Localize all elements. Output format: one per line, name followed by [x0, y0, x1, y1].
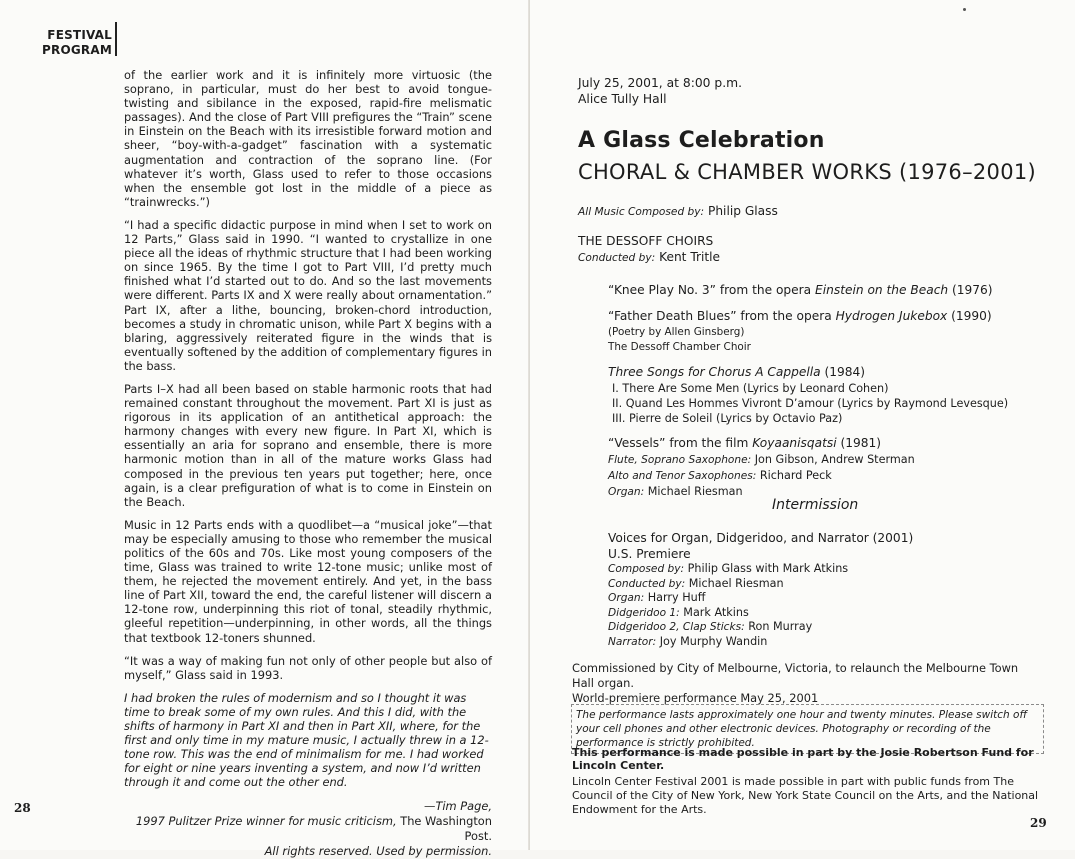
essay-paragraph: Parts I–X had all been based on stable harmonic roots that had remained constant throughout the movement. Part XI is just as rigorous in its application of an antithetical approach: the harmony changes with every new figure. In Part XI, which is essentially an aria for soprano and ensemble, there is more harmonic motion than in all of the mature works Glass had composed in the previous ten years put together; here, once again, is a clear prefiguration of what is to come in Einstein on the Beach.	[124, 381, 492, 509]
work-title-text: “Vessels” from the film	[608, 436, 753, 450]
credit-line	[608, 562, 1048, 577]
work-title: Voices for Organ, Didgeridoo, and Narrator (2001)	[608, 531, 914, 545]
premiere-note: U.S. Premiere	[608, 547, 691, 561]
work-source-title: Koyaanisqatsi	[752, 436, 837, 450]
attribution-rights: All rights reserved. Used by permission.	[264, 843, 492, 858]
credit-role: Alto and Tenor Saxophones:	[608, 470, 757, 482]
work-year: (1981)	[836, 436, 881, 450]
credit-name: Philip Glass with Mark Atkins	[687, 562, 849, 575]
song-item: II. Quand Les Hommes Vivront D’amour (Lyrics by Raymond Levesque)	[612, 397, 1009, 410]
event-date: July 25, 2001, at 8:00 p.m.	[578, 76, 742, 90]
credit-name: Michael Riesman	[647, 485, 743, 498]
essay-paragraph: Music in 12 Parts ends with a quodlibet—a “musical joke”—that may be especially amusing to those who remember the musical politics of the 60s and 70s. Like most young composers of the time, Glass was trained to write 12-tone music; unlike most of them, he rejected the movement entirely. And yet, in the bass line of Part XII, toward the end, the careful listener will discern a 12-tone row, underpinning this riot of tonal, steadily rhythmic, gleeful repetition—underpinning, in other words, all the things that textbook 12-toners shunned.	[124, 517, 492, 645]
essay-paragraph: of the earlier work and it is infinitely more virtuosic (the soprano, in particular, must do her best to avoid tongue-twisting and sibilance in the exposed, rapid-fire melismatic passages). And the close of Part VIII prefigures the “Train” scene in Einstein on the Beach with its irresistible forward motion and sheer, “boy-with-a-gadget” fascination with a systematic augmentation and contraction of the soprano line. (For whatever it’s worth, Glass used to refer to those occasions when the ensemble got lost in the middle of a piece as “trainwrecks.”)	[124, 68, 492, 209]
essay-paragraph: “I had a specific didactic purpose in mind when I set to work on 12 Parts,” Glass said in 1990. “I wanted to crystallize in one piece all the ideas of rhythmic structure that I had been working on since 1965. By the time I got to Part VIII, I’d pretty much finished what I’d started out to do. And so the last movements were different. Parts IX and X were really about ornamentation.” Part IX, after a lithe, bouncing, broken-chord introduction, becomes a study in chromatic unison, while Part X begins with a blaring, aggressively reiterated figure in the winds that is eventually softened by the addition of complementary figures in the bass.	[124, 217, 492, 373]
credit-name: Harry Huff	[647, 591, 706, 605]
premiere-date-line: World-premiere performance May 25, 2001	[572, 691, 819, 705]
work-source-title: Einstein on the Beach	[815, 283, 949, 297]
essay-paragraph: “It was a way of making fun not only of other people but also of myself,” Glass said in 1993.	[124, 653, 492, 682]
credit-role: Didgeridoo 1:	[608, 606, 680, 619]
first-half-works	[608, 282, 1048, 509]
credit-role: Narrator:	[608, 635, 657, 648]
work-title-text: “Knee Play No. 3” from the opera	[608, 283, 816, 297]
credit-role: Didgeridoo 2, Clap Sticks:	[608, 621, 745, 634]
work-performer: The Dessoff Chamber Choir	[608, 341, 751, 353]
work-source-title: Hydrogen Jukebox	[835, 309, 948, 323]
credit-name: Jon Gibson, Andrew Sterman	[754, 453, 915, 466]
performance-notice-box: The performance lasts approximately one hour and twenty minutes. Please switch off your cell phones and other electronic devices. Photography or recording of the performance is strictly prohibited.	[571, 704, 1044, 754]
credit-line	[608, 452, 1048, 468]
header-divider	[115, 22, 117, 56]
commission-line: Commissioned by City of Melbourne, Victoria, to relaunch the Melbourne Town Hall organ.	[572, 661, 1019, 690]
event-date-venue	[578, 75, 742, 107]
event-venue: Alice Tully Hall	[578, 92, 667, 106]
commission-note	[572, 661, 1042, 706]
funding-credit: This performance is made possible in part by the Josie Robertson Fund for Lincoln Center.	[572, 746, 1034, 772]
conductor-label: Conducted by:	[578, 252, 656, 264]
credit-name: Ron Murray	[748, 620, 813, 634]
header-line-program: PROGRAM	[42, 43, 112, 57]
second-half-work	[608, 530, 1048, 650]
credit-name: Mark Atkins	[683, 605, 749, 619]
public-funds-credit: Lincoln Center Festival 2001 is made possible in part with public funds from The Council of the City of New York, New York State Council on the Arts, and the National Endowment for the Arts.	[572, 775, 1039, 816]
credit-role: Organ:	[608, 592, 645, 605]
work-title	[608, 308, 1048, 325]
attribution-prize: 1997 Pulitzer Prize winner for music criticism,	[135, 813, 397, 828]
credit-name: Michael Riesman	[688, 576, 784, 590]
credit-line	[608, 635, 1048, 650]
left-page	[0, 0, 530, 858]
composer-name: Philip Glass	[707, 204, 778, 218]
work-source-title: Three Songs for Chorus A Cappella	[608, 365, 821, 379]
credit-line	[608, 620, 1048, 635]
work-item	[608, 435, 1048, 500]
attribution-author: —Tim Page,	[424, 798, 492, 813]
block-quote: I had broken the rules of modernism and so I thought it was time to break some of my own rules. And this I did, with the shifts of harmony in Part XI and then in Part XII, where, for the first and only time in my mature music, I actually threw in a 12-tone row. This was the end of minimalism for me. I had worked for eight or nine years inventing a system, and now I’d written through it and come out the other end.	[124, 690, 489, 790]
credit-line	[608, 577, 1048, 592]
work-title-text: “Father Death Blues” from the opera	[608, 309, 836, 323]
credit-role: Conducted by:	[608, 577, 686, 590]
work-title	[608, 435, 1048, 452]
song-item: I. There Are Some Men (Lyrics by Leonard Cohen)	[612, 382, 889, 395]
work-item	[608, 308, 1048, 355]
work-item	[608, 282, 1048, 299]
credit-role: Composed by:	[608, 563, 685, 575]
work-note: (Poetry by Allen Ginsberg)	[608, 326, 745, 338]
conductor-name: Kent Tritle	[659, 250, 721, 264]
print-speck	[963, 8, 966, 11]
work-title	[608, 364, 1048, 381]
header-line-festival: FESTIVAL	[47, 28, 112, 42]
essay-body	[124, 68, 492, 859]
credit-line	[608, 591, 1048, 606]
credit-role: Flute, Soprano Saxophone:	[608, 454, 752, 466]
composer-line	[578, 204, 778, 218]
work-year: (1976)	[948, 283, 993, 297]
song-item: III. Pierre de Soleil (Lyrics by Octavio Paz)	[612, 412, 843, 425]
work-title	[608, 282, 1048, 299]
attribution-publication: The Washington Post.	[400, 813, 492, 843]
credit-line	[608, 468, 1048, 484]
page-number-right: 29	[1030, 816, 1047, 830]
program-subtitle: CHORAL & CHAMBER WORKS (1976–2001)	[578, 160, 1037, 184]
credit-name: Richard Peck	[759, 469, 832, 482]
conductor-line	[578, 249, 720, 266]
credit-line	[608, 606, 1048, 621]
choir-name: THE DESSOFF CHOIRS	[578, 234, 714, 248]
credit-name: Joy Murphy Wandin	[659, 634, 768, 648]
composer-label: All Music Composed by:	[578, 206, 705, 218]
work-item	[608, 364, 1048, 426]
right-page	[530, 0, 1075, 850]
work-year: (1984)	[820, 365, 866, 379]
festival-program-header	[42, 28, 112, 58]
intermission-heading: Intermission	[772, 497, 859, 513]
program-title: A Glass Celebration	[578, 128, 825, 153]
credit-role: Organ:	[608, 486, 645, 498]
work-year: (1990)	[947, 309, 992, 323]
attribution-credentials	[124, 814, 492, 844]
choir-block	[578, 233, 720, 266]
page-number-left: 28	[14, 801, 31, 815]
